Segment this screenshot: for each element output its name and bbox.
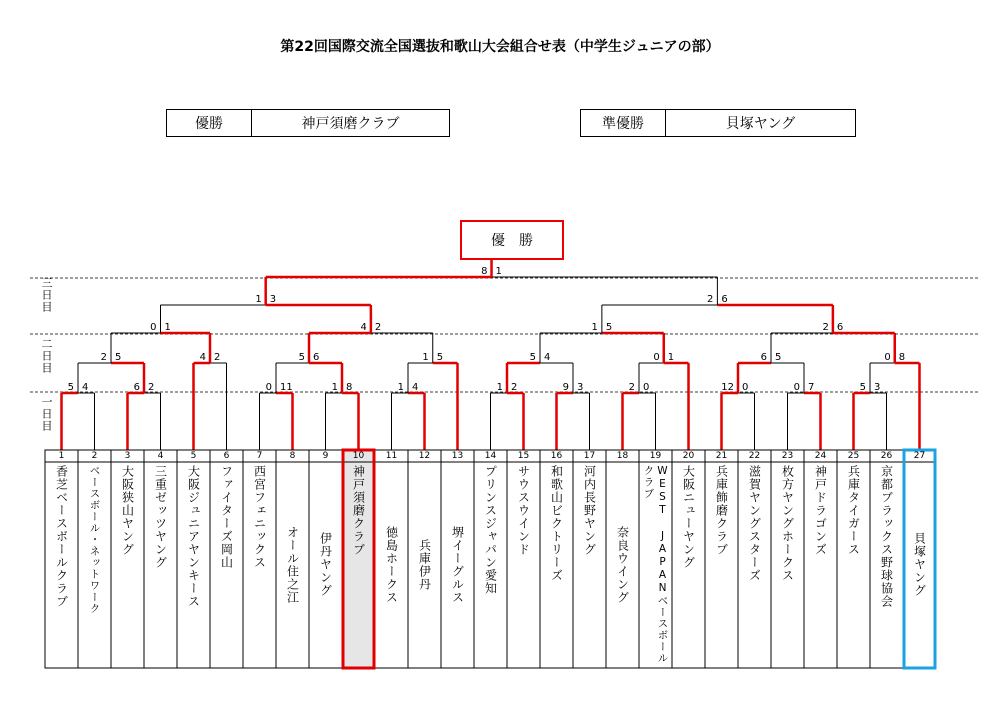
team-name: 和歌山ビクトリーズ [549, 465, 564, 582]
team-number: 14 [484, 451, 497, 461]
team-number: 13 [451, 451, 464, 461]
r2-match-4-score-left: 1 [422, 352, 429, 363]
r3-match-3-score-left: 1 [591, 322, 598, 333]
team-number: 4 [157, 451, 164, 461]
r1-match-10-score-right: 7 [808, 382, 815, 393]
team-number: 7 [256, 451, 263, 461]
r2-match-2-score-right: 2 [214, 352, 221, 363]
team-name: WEST JAPANベースボールクラブ [642, 465, 669, 664]
r1-match-6-score-left: 1 [496, 382, 503, 393]
team-number: 8 [289, 451, 296, 461]
r1-match-3-score-left: 0 [265, 382, 272, 393]
team-number: 12 [418, 451, 431, 461]
team-name: 神戸ドラゴンズ [813, 465, 828, 556]
r2-match-4-score-right: 5 [436, 352, 444, 363]
r2-match-6-score-left: 0 [653, 352, 660, 363]
team-name: 大阪狭山ヤング [120, 465, 135, 556]
semi-1-score-right: 3 [269, 294, 277, 305]
page-title: 第22回国際交流全国選抜和歌山大会組合せ表（中学生ジュニアの部） [280, 39, 720, 55]
r3-match-2-score-left: 4 [360, 322, 367, 333]
r1-match-2-score-right: 2 [148, 382, 155, 393]
r1-match-7-score-right: 3 [577, 382, 584, 393]
runnerup-label: 準優勝 [581, 110, 666, 136]
r3-match-2-score-right: 2 [374, 322, 382, 333]
team-name: サウスウインド [516, 465, 531, 556]
r1-match-10-score-left: 0 [793, 382, 800, 393]
r1-match-1-score-right: 4 [82, 382, 89, 393]
r1-match-8-score-left: 2 [628, 382, 635, 393]
team-name: 西宮フェニックス [252, 465, 267, 569]
team-name: 貝塚ヤング [912, 532, 927, 597]
team-number: 1 [58, 451, 65, 461]
champion-box: 優勝 [460, 220, 564, 260]
r3-match-4-score-right: 6 [836, 322, 844, 333]
team-name: 兵庫伊丹 [417, 538, 432, 591]
team-name: 三重ゼッツヤング [153, 465, 168, 569]
team-name: 堺イーグルス [450, 525, 465, 604]
r2-match-2-score-left: 4 [199, 352, 206, 363]
runnerup-team: 貝塚ヤング [725, 116, 796, 132]
r2-match-1-score-right: 5 [115, 352, 122, 363]
team-number: 21 [715, 451, 728, 461]
team-name: 香芝ベースボールクラブ [54, 465, 69, 608]
team-number: 19 [649, 451, 662, 461]
team-name: 滋賀ヤングスターズ [747, 465, 762, 582]
team-name: 河内長野ヤング [582, 465, 597, 556]
r2-match-8-score-right: 8 [898, 352, 906, 363]
champion-label: 優勝 [167, 110, 252, 136]
team-name: プリンスジャパン愛知 [483, 465, 498, 595]
r3-match-4-score-left: 2 [822, 322, 829, 333]
team-number: 24 [814, 451, 827, 461]
final-score-right: 1 [495, 266, 502, 277]
team-number: 6 [223, 451, 230, 461]
team-name: 兵庫タイガース [846, 465, 861, 556]
champion-team: 神戸須磨クラブ [301, 116, 400, 132]
team-number: 10 [352, 451, 365, 461]
r1-match-6-score-right: 2 [511, 382, 518, 393]
r1-match-5-score-right: 4 [412, 382, 419, 393]
r2-match-5-score-left: 5 [529, 352, 536, 363]
r1-match-9-score-right: 0 [742, 382, 749, 393]
semi-1-score-left: 1 [255, 294, 262, 305]
team-number: 5 [190, 451, 197, 461]
r3-match-1-score-left: 0 [150, 322, 157, 333]
r2-match-5-score-right: 4 [544, 352, 551, 363]
team-name: 兵庫飾磨クラブ [714, 465, 729, 556]
team-number: 16 [550, 451, 563, 461]
r1-match-4-score-left: 1 [331, 382, 338, 393]
team-name: 京都ブラックス野球協会 [879, 465, 894, 608]
team-name: 枚方ヤングホークス [780, 465, 795, 582]
r1-match-4-score-right: 8 [346, 382, 353, 393]
team-name: 奈良ウイング [615, 525, 630, 604]
team-number: 11 [385, 451, 398, 461]
team-name: 大阪ニューヤング [681, 465, 696, 569]
team-name: 神戸須磨クラブ [351, 465, 366, 556]
r1-match-2-score-left: 6 [133, 382, 140, 393]
day-label-2: 二日目 [40, 338, 53, 374]
day-label-1: 一日目 [40, 396, 53, 432]
team-number: 26 [880, 451, 893, 461]
team-number: 27 [913, 451, 926, 461]
r2-match-8-score-left: 0 [884, 352, 891, 363]
r1-match-7-score-left: 9 [562, 382, 569, 393]
team-name: オール住之江 [285, 525, 300, 604]
team-number: 25 [847, 451, 860, 461]
r1-match-11-score-right: 3 [874, 382, 881, 393]
team-number: 15 [517, 451, 530, 461]
team-number: 18 [616, 451, 629, 461]
semi-2-score-right: 6 [721, 294, 728, 305]
r1-match-1-score-left: 5 [67, 382, 74, 393]
r2-match-3-score-right: 6 [313, 352, 320, 363]
r1-match-9-score-left: 12 [721, 382, 734, 393]
r3-match-1-score-right: 1 [164, 322, 171, 333]
team-number: 22 [748, 451, 761, 461]
r2-match-6-score-right: 1 [667, 352, 675, 363]
team-number: 17 [583, 451, 596, 461]
day-label-3: 三日目 [40, 277, 53, 313]
team-number: 2 [91, 451, 98, 461]
r2-match-3-score-left: 5 [298, 352, 305, 363]
team-number: 9 [322, 451, 329, 461]
r2-match-7-score-right: 5 [775, 352, 782, 363]
team-name: 伊丹ヤング [318, 532, 333, 597]
r2-match-7-score-left: 6 [760, 352, 767, 363]
team-name: ベースボール・ネットワーク [88, 465, 101, 615]
team-name: ファイターズ岡山 [219, 465, 234, 569]
team-number: 3 [124, 451, 131, 461]
team-name: 徳島ホークス [384, 525, 399, 604]
final-score-left: 8 [481, 266, 488, 277]
r1-match-5-score-left: 1 [397, 382, 404, 393]
r1-match-3-score-right: 11 [280, 382, 293, 393]
semi-2-score-left: 2 [707, 294, 714, 305]
r3-match-3-score-right: 5 [605, 322, 613, 333]
r1-match-11-score-left: 5 [859, 382, 866, 393]
r1-match-8-score-right: 0 [643, 382, 650, 393]
team-number: 20 [682, 451, 695, 461]
team-name: 大阪ジュニアヤンキース [186, 465, 201, 608]
r2-match-1-score-left: 2 [100, 352, 107, 363]
team-number: 23 [781, 451, 794, 461]
